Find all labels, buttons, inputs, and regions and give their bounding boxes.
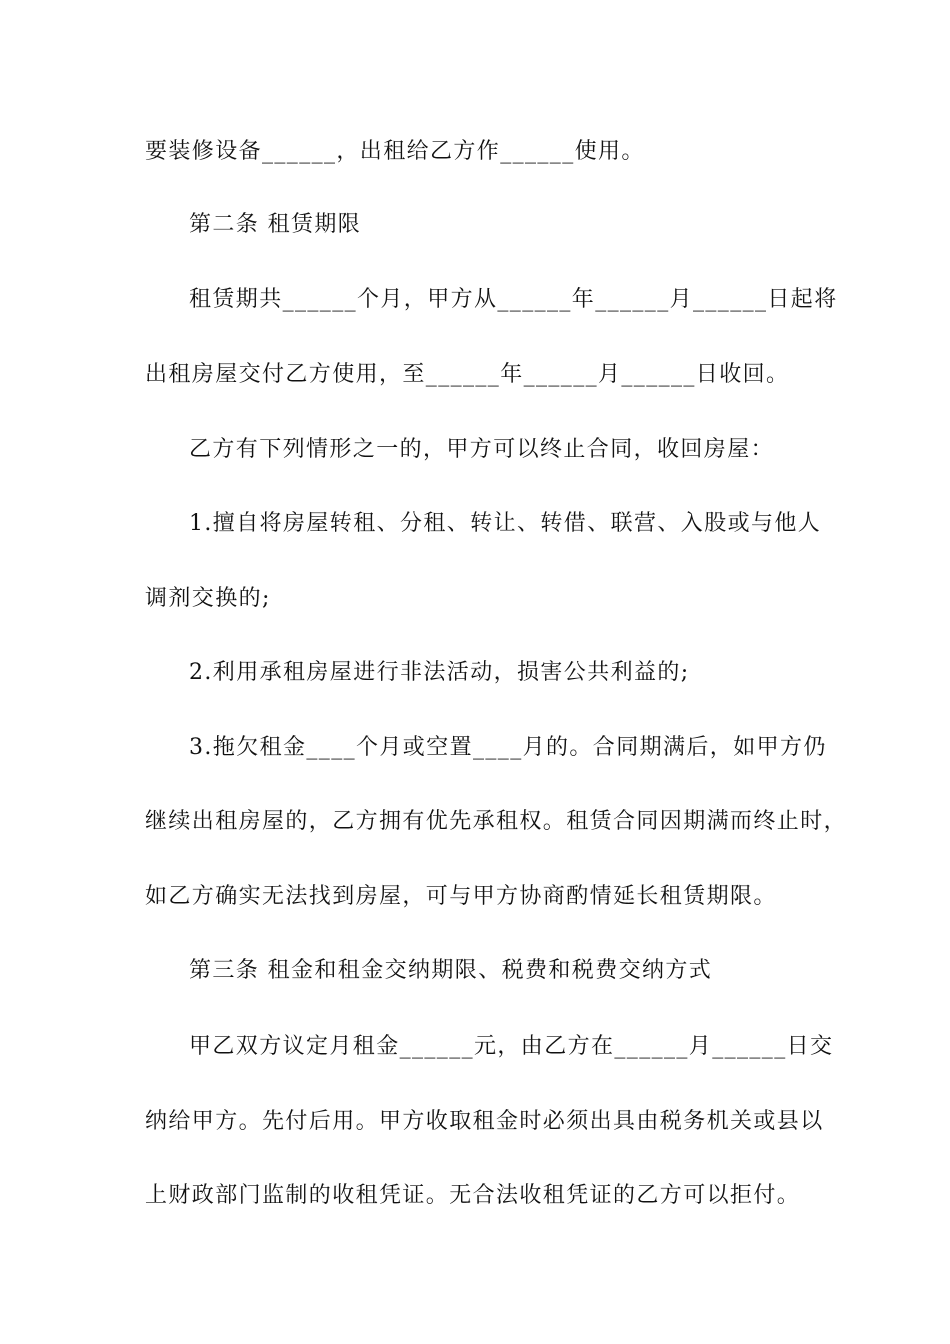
paragraph-line: 纳给甲方。先付后用。甲方收取租金时必须出具由税务机关或县以: [145, 1109, 824, 1134]
list-item-2: 2.利用承租房屋进行非法活动，损害公共利益的;: [189, 660, 690, 685]
paragraph-line: 租赁期共______个月，甲方从______年______月______日起将: [189, 287, 838, 312]
section-heading-3: 第三条 租金和租金交纳期限、税费和税费交纳方式: [189, 958, 713, 983]
list-item-3: 3.拖欠租金____个月或空置____月的。合同期满后，如甲方仍: [189, 735, 827, 760]
paragraph-line: 出租房屋交付乙方使用，至______年______月______日收回。: [145, 362, 790, 387]
paragraph-line: 甲乙双方议定月租金______元，由乙方在______月______日交: [189, 1034, 834, 1059]
paragraph-line: 上财政部门监制的收租凭证。无合法收租凭证的乙方可以拒付。: [145, 1183, 801, 1208]
list-item-1: 1.擅自将房屋转租、分租、转让、转借、联营、入股或与他人: [189, 511, 822, 536]
paragraph-line: 乙方有下列情形之一的，甲方可以终止合同，收回房屋：: [189, 437, 775, 462]
paragraph-line: 继续出租房屋的，乙方拥有优先承租权。租赁合同因期满而终止时，: [145, 809, 848, 834]
section-heading-2: 第二条 租赁期限: [189, 212, 362, 237]
paragraph-line: 要装修设备______，出租给乙方作______使用。: [145, 139, 645, 164]
paragraph-line: 如乙方确实无法找到房屋，可与甲方协商酌情延长租赁期限。: [145, 884, 777, 909]
list-item-1-continued: 调剂交换的;: [145, 586, 271, 611]
